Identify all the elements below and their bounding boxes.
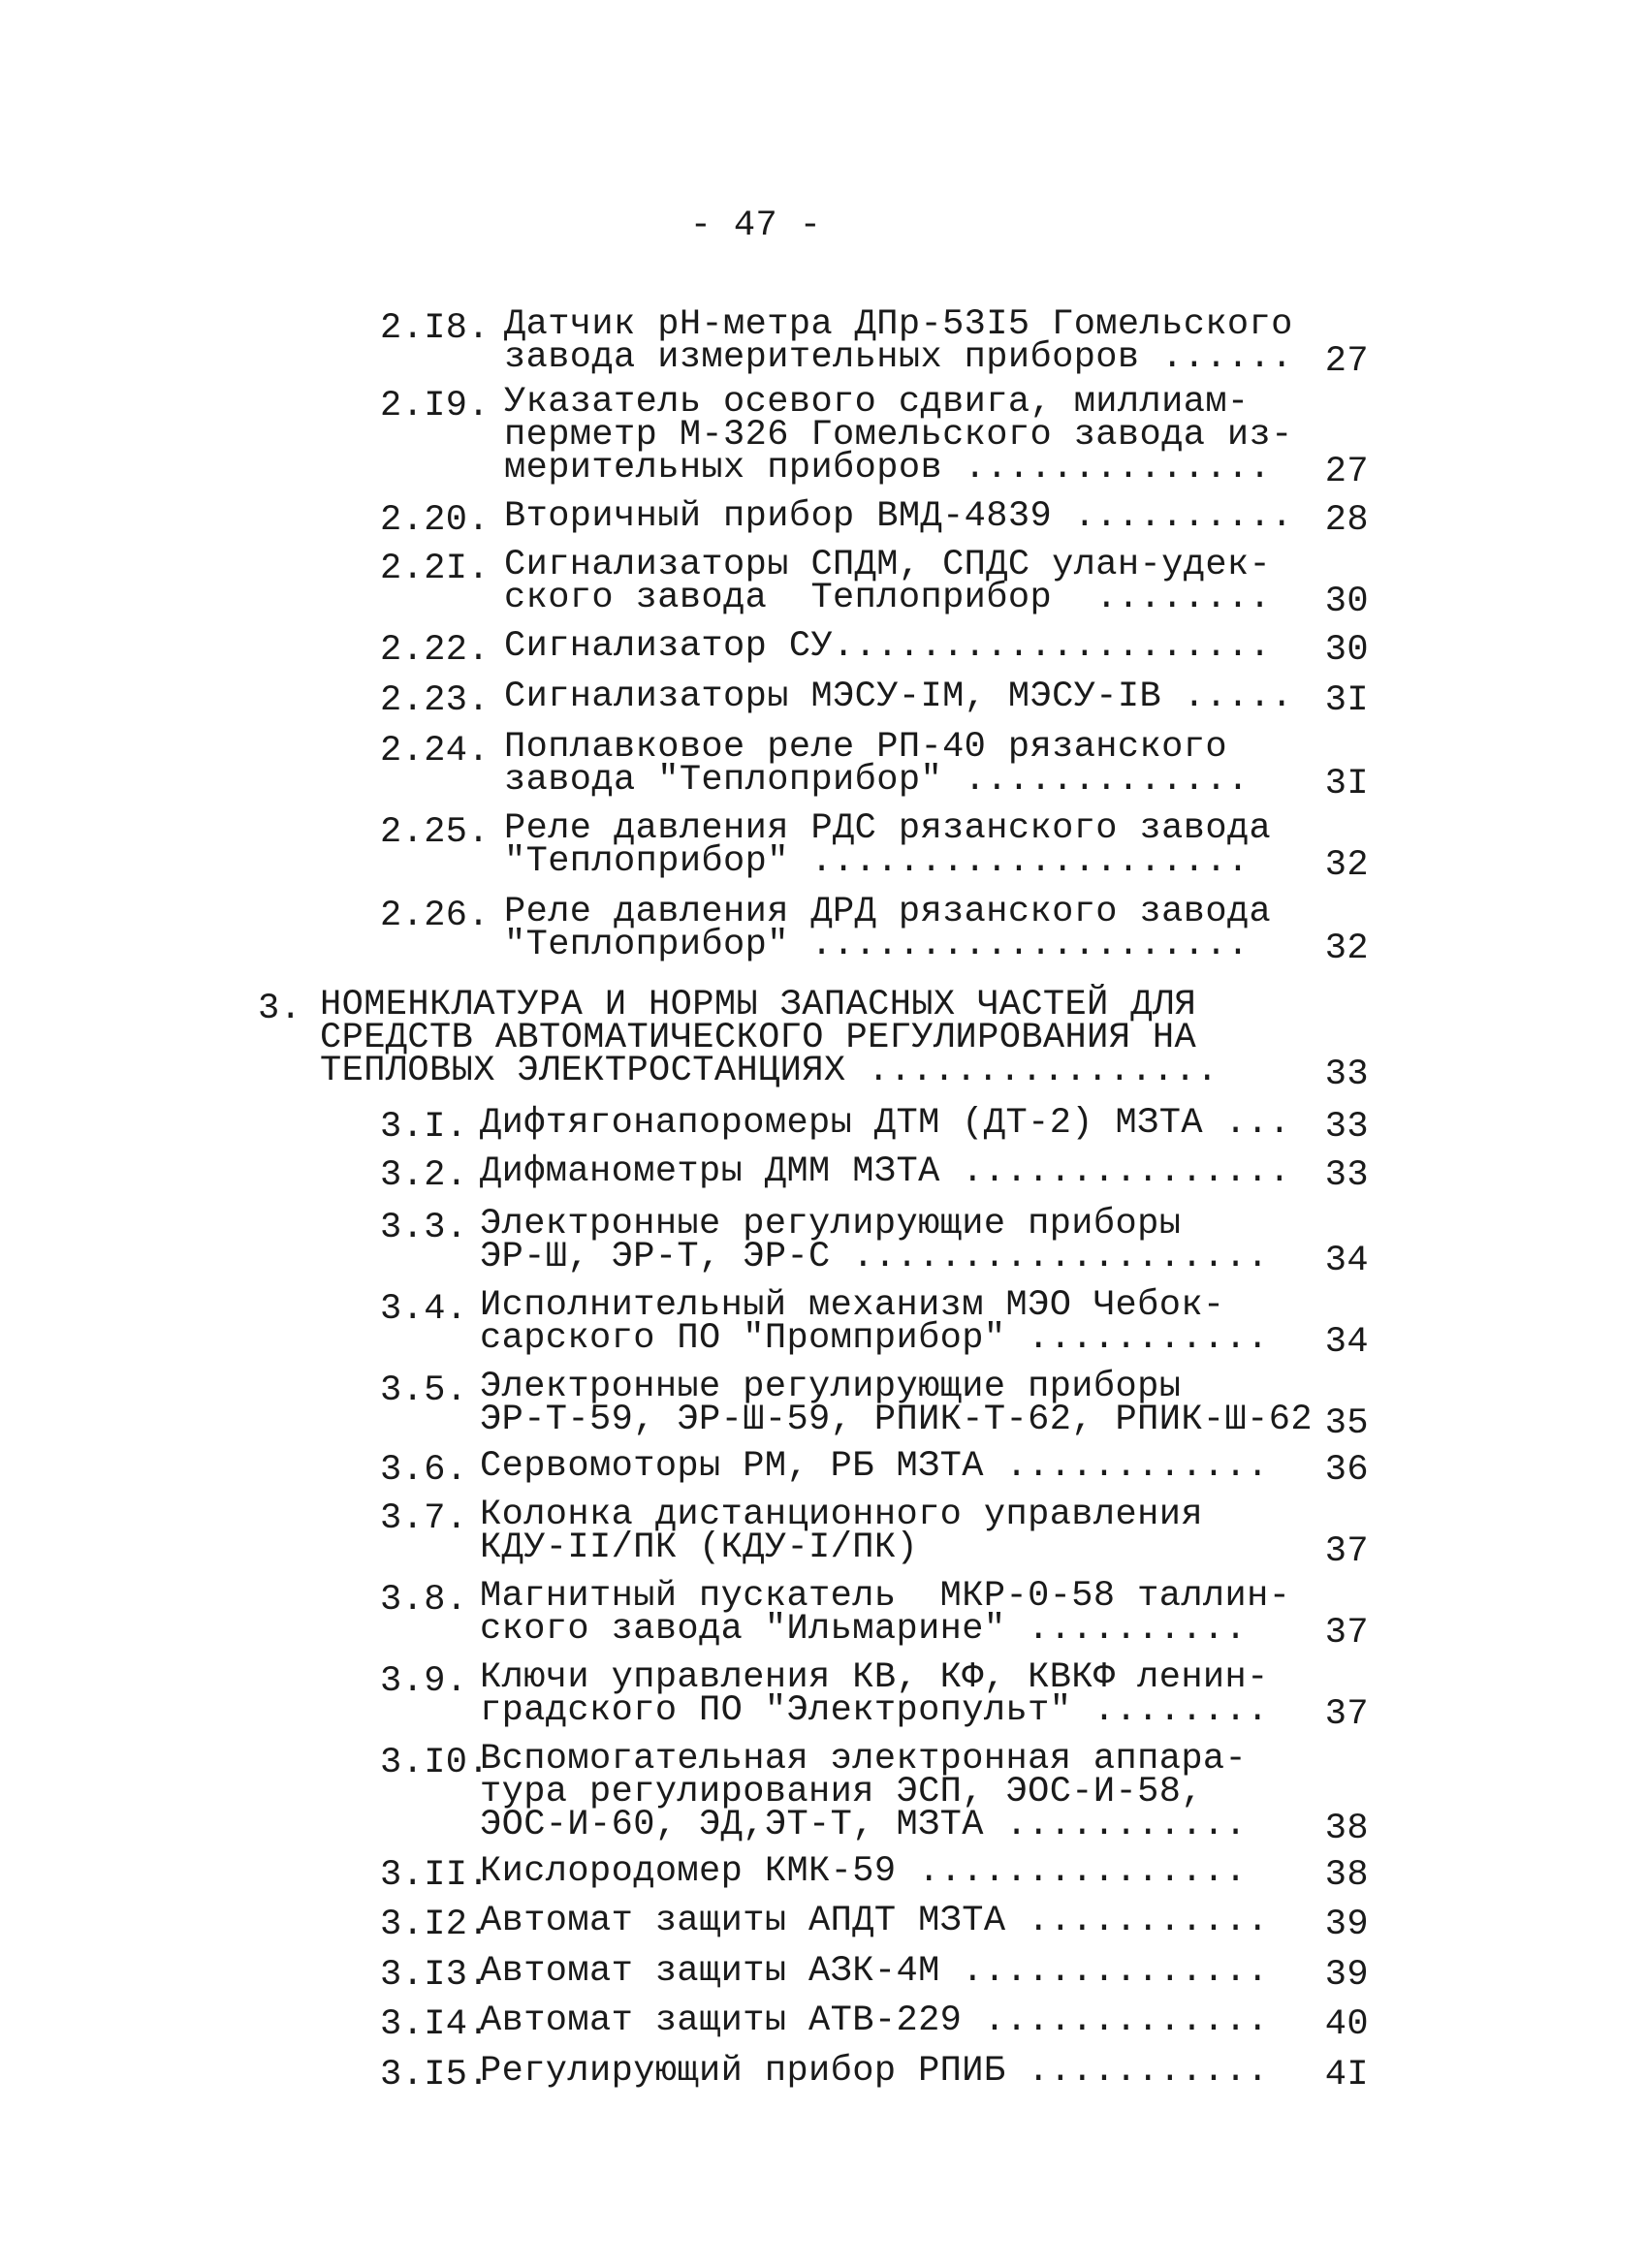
toc-title-line: Автомат защиты АПДТ МЗТА ........... [480, 1901, 1269, 1941]
toc-title-line: ЭР-Т-59, ЭР-Ш-59, РПИК-Т-62, РПИК-Ш-62 [480, 1400, 1313, 1440]
toc-title-line: Колонка дистанционного управления [480, 1495, 1203, 1535]
toc-title-line: завода "Теплоприбор" ............. [504, 760, 1250, 801]
toc-page-number: 30 [1324, 582, 1369, 622]
toc-title-line: Вторичный прибор ВМД-4839 .......... [504, 496, 1293, 537]
toc-title-line: Электронные регулирующие приборы [480, 1367, 1182, 1407]
toc-title-line: Ключи управления КВ, КФ, КВКФ ленин- [480, 1657, 1269, 1698]
toc-number: 2.25. [380, 812, 491, 853]
toc-page-number: 37 [1324, 1531, 1369, 1572]
toc-page-number: 33 [1324, 1107, 1369, 1148]
toc-number: 3.2. [380, 1155, 468, 1196]
toc-number: 2.20. [380, 500, 491, 541]
toc-title-line: Реле давления РДС рязанского завода [504, 808, 1272, 849]
toc-title-line: Дифманометры ДММ МЗТА ............... [480, 1151, 1291, 1192]
toc-page-number: 37 [1324, 1613, 1369, 1654]
toc-title-line: Сервомоторы РМ, РБ МЗТА ............ [480, 1446, 1269, 1487]
toc-page-number: 36 [1324, 1450, 1369, 1491]
toc-title-line: ЭОС-И-60, ЭД,ЭТ-Т, МЗТА ........... [480, 1805, 1248, 1845]
toc-title-line: КДУ-II/ПК (КДУ-I/ПК) [480, 1528, 919, 1568]
toc-page-number: 28 [1324, 500, 1369, 541]
toc-page-number: 27 [1324, 452, 1369, 492]
toc-title-line: завода измерительных приборов ...... [504, 337, 1293, 378]
toc-title-line: тура регулирования ЭСП, ЭОС-И-58, [480, 1772, 1203, 1812]
toc-page-number: 33 [1324, 1055, 1369, 1095]
toc-page-number: 27 [1324, 341, 1369, 382]
toc-title-line: Кислородомер КМК-59 ............... [480, 1851, 1248, 1892]
toc-title-line: ского завода "Ильмарине" .......... [480, 1609, 1248, 1650]
toc-page-number: 38 [1324, 1809, 1369, 1849]
toc-title-line: Дифтягонапоромеры ДТМ (ДТ-2) МЗТА ... [480, 1103, 1291, 1144]
toc-number: 3.I3. [380, 1955, 491, 1996]
toc-number: 2.2I. [380, 549, 491, 589]
toc-page-number: 4I [1324, 2055, 1369, 2095]
toc-number: 2.23. [380, 680, 491, 721]
toc-page-number: 34 [1324, 1322, 1369, 1363]
toc-title-line: Исполнительный механизм МЭО Чебок- [480, 1285, 1225, 1326]
toc-page-number: 38 [1324, 1855, 1369, 1896]
toc-number: 3.5. [380, 1370, 468, 1411]
page-number: - 47 - [689, 205, 822, 246]
toc-title-line: СРЕДСТВ АВТОМАТИЧЕСКОГО РЕГУЛИРОВАНИЯ НА [320, 1018, 1197, 1058]
toc-title-line: Автомат защиты АТВ-229 ............. [480, 2000, 1269, 2041]
toc-title-line: "Теплоприбор" .................... [504, 925, 1250, 965]
toc-number: 3.I4. [380, 2004, 491, 2045]
toc-page-number: 40 [1324, 2004, 1369, 2045]
toc-page-number: 33 [1324, 1155, 1369, 1196]
toc-number: 3. [258, 989, 302, 1029]
toc-number: 2.22. [380, 630, 491, 671]
toc-number: 3.9. [380, 1661, 468, 1702]
toc-title-line: Магнитный пускатель МКР-0-58 таллин- [480, 1576, 1291, 1617]
toc-title-line: Датчик рН-метра ДПр-53I5 Гомельского [504, 304, 1293, 345]
toc-number: 3.I2. [380, 1905, 491, 1945]
toc-page-number: 32 [1324, 845, 1369, 886]
toc-number: 3.6. [380, 1450, 468, 1491]
toc-number: 2.26. [380, 896, 491, 936]
toc-number: 2.I9. [380, 386, 491, 426]
toc-title-line: сарского ПО "Промприбор" ........... [480, 1318, 1269, 1359]
toc-title-line: Автомат защиты АЗК-4М .............. [480, 1951, 1269, 1992]
toc-title-line: Поплавковое реле РП-40 рязанского [504, 727, 1227, 768]
toc-page-number: 3I [1324, 680, 1369, 721]
toc-title-line: НОМЕНКЛАТУРА И НОРМЫ ЗАПАСНЫХ ЧАСТЕЙ ДЛЯ [320, 985, 1197, 1025]
toc-number: 3.I0. [380, 1743, 491, 1783]
toc-number: 3.8. [380, 1580, 468, 1621]
toc-title-line: Регулирующий прибор РПИБ ........... [480, 2051, 1269, 2092]
toc-title-line: Реле давления ДРД рязанского завода [504, 892, 1272, 932]
toc-number: 2.I8. [380, 308, 491, 349]
toc-number: 3.4. [380, 1289, 468, 1330]
toc-title-line: ЭР-Ш, ЭР-Т, ЭР-С ................... [480, 1237, 1269, 1277]
toc-number: 3.7. [380, 1498, 468, 1539]
toc-title-line: Сигнализаторы СПДМ, СПДС улан-удек- [504, 545, 1272, 585]
toc-number: 3.II. [380, 1855, 491, 1896]
toc-page-number: 37 [1324, 1694, 1369, 1735]
toc-page-number: 34 [1324, 1241, 1369, 1281]
toc-number: 3.I5. [380, 2055, 491, 2095]
toc-title-line: Сигнализаторы МЭСУ-IМ, МЭСУ-IВ ..... [504, 677, 1293, 717]
toc-page-number: 32 [1324, 929, 1369, 969]
toc-title-line: ТЕПЛОВЫХ ЭЛЕКТРОСТАНЦИЯХ ................ [320, 1051, 1219, 1091]
toc-title-line: мерительных приборов .............. [504, 448, 1272, 488]
toc-title-line: градского ПО "Электропульт" ........ [480, 1690, 1269, 1731]
toc-title-line: Сигнализатор СУ.................... [504, 626, 1272, 667]
toc-page-number: 39 [1324, 1905, 1369, 1945]
toc-title-line: перметр М-326 Гомельского завода из- [504, 415, 1293, 456]
toc-title-line: Электронные регулирующие приборы [480, 1204, 1182, 1244]
toc-page-number: 30 [1324, 630, 1369, 671]
toc-title-line: Вспомогательная электронная аппара- [480, 1739, 1248, 1780]
toc-title-line: ского завода Теплоприбор ........ [504, 578, 1272, 618]
toc-number: 3.I. [380, 1107, 468, 1148]
toc-title-line: "Теплоприбор" .................... [504, 841, 1250, 882]
toc-page-number: 39 [1324, 1955, 1369, 1996]
toc-number: 3.3. [380, 1208, 468, 1248]
toc-title-line: Указатель осевого сдвига, миллиам- [504, 382, 1250, 423]
toc-page-number: 35 [1324, 1403, 1369, 1444]
toc-page-number: 3I [1324, 764, 1369, 804]
toc-number: 2.24. [380, 731, 491, 772]
